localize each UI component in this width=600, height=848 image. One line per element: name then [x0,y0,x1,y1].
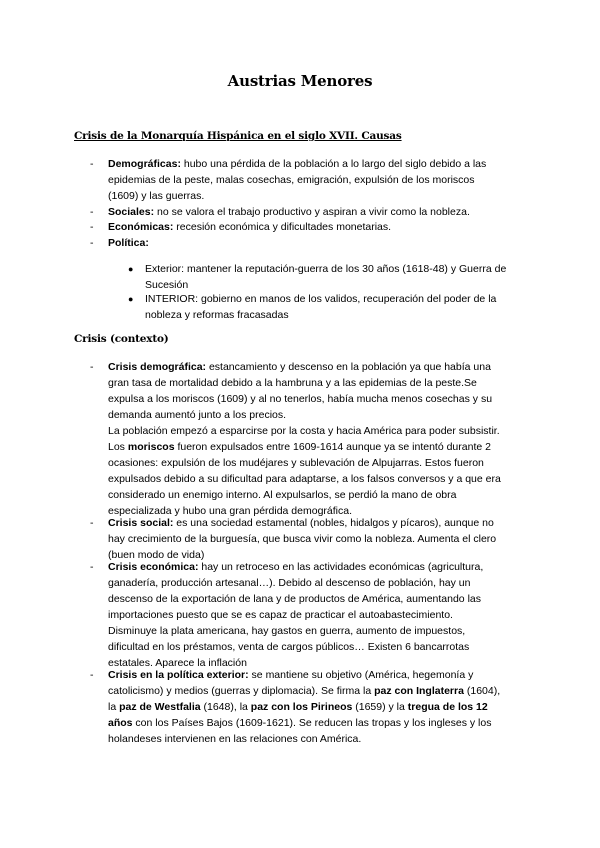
item-text: holandeses intervienen en las relaciones con América. [108,733,362,745]
list-dash: - [90,561,94,573]
item-text: expulsados debido a su dificultad para adaptarse, a los falsos conversos y a que era [108,473,501,485]
sublist-item-interior [145,291,533,323]
item-text: descenso de la exportación de lana y de productos de América, aumentando las [108,593,481,605]
item-text: catolicismo) y medios (guerras y diplomacia). Se firma la [108,685,375,697]
item-label: Crisis social: [108,517,174,529]
bold-term: paz con los Pirineos [250,701,353,713]
bold-term: tregua de los 12 [407,701,488,713]
item-text: fueron expulsados entre 1609-1614 aunque ya se intentó durante 2 [174,441,491,453]
item-text: nobleza y reformas fracasadas [145,309,289,321]
item-text: dificultad en los préstamos, venta de cargos públicos… Existen 6 bancarrotas [108,641,470,653]
list-item-politica [108,235,533,251]
item-text: (1609) y las guerras. [108,190,205,202]
item-label: Crisis demográfica: [108,361,207,373]
item-text: se mantiene su objetivo (América, hegemonía y [248,669,474,681]
list-dash: - [90,221,94,233]
list-item-crisis-exterior [108,667,533,747]
item-text: (buen modo de vida) [108,549,205,561]
list-item-economicas [108,219,533,235]
item-text: recesión económica y dificultades monetarias. [173,221,392,233]
list-dash: - [90,361,94,373]
item-text: estatales. Aparece la inflación [108,657,247,669]
item-text: Los [108,441,128,453]
item-text: importaciones puesto que se es capaz de practicar el autoabastecimiento. [108,609,453,621]
item-text: gran tasa de mortalidad debido a la hambruna y a las epidemias de la peste.Se [108,377,477,389]
item-text: INTERIOR: gobierno en manos de los validos, recuperación del poder de la [145,293,497,305]
item-text: ocasiones: expulsión de los mudéjares y sublevación de Alpujarras. Estos fueron [108,457,484,469]
item-label: Política: [108,237,149,249]
item-text: ganadería, producción artesanal…). Debido al descenso de población, hay un [108,577,471,589]
item-text: La población empezó a esparcirse por la costa y hacia América para poder subsistir. [108,425,500,437]
section-heading-causas: Crisis de la Monarquía Hispánica en el siglo XVII. Causas [74,130,402,142]
list-dash: - [90,517,94,529]
item-label: Crisis económica: [108,561,199,573]
bullet-dot: ● [128,264,134,274]
bold-term: paz de Westfalia [119,701,201,713]
list-dash: - [90,237,94,249]
list-item-crisis-social [108,515,533,563]
section-heading-contexto: Crisis (contexto) [74,333,169,345]
item-text: con los Países Bajos (1609-1621). Se reducen las tropas y los ingleses y los [132,717,492,729]
item-text: (1604), [463,685,501,697]
item-text: Disminuye la plata americana, hay gastos en guerra, aumento de impuestos, [108,625,466,637]
item-label: Económicas: [108,221,174,233]
bold-term: moriscos [127,441,175,453]
list-item-demograficas [108,156,533,204]
list-item-sociales [108,204,533,220]
list-dash: - [90,206,94,218]
item-text: Exterior: mantener la reputación-guerra de los 30 años (1618-48) y Guerra de [145,263,507,275]
item-text: Sucesión [145,279,189,291]
bold-term: paz con Inglaterra [374,685,464,697]
item-text: no se valora el trabajo productivo y aspiran a vivir como la nobleza. [154,206,470,218]
item-text: especializada y hubo una gran pérdida demográfica. [108,505,352,517]
item-text: demanda aumentó junto a los precios. [108,409,287,421]
item-text: hay crecimiento de la burguesía, que busca vivir como la nobleza. Aumenta el clero [108,533,497,545]
bold-term: años [108,717,133,729]
list-item-crisis-demografica [108,359,533,519]
bullet-dot: ● [128,294,134,304]
page-title: Austrias Menores [227,72,373,90]
item-text: expulsa a los moriscos (1609) y al no tenerlos, había mucha menos cosechas y su [108,393,493,405]
list-dash: - [90,669,94,681]
item-text: estancamiento y descenso en la población ya que había una [206,361,491,373]
item-text: (1659) y la [352,701,408,713]
list-dash: - [90,158,94,170]
item-text: hay un retroceso en las actividades económicas (agricultura, [198,561,484,573]
sublist-item-exterior [145,261,533,293]
item-label: Demográficas: [108,158,181,170]
item-label: Sociales: [108,206,155,218]
item-text: epidemias de la peste, malas cosechas, emigración, expulsión de los moriscos [108,174,475,186]
item-text: es una sociedad estamental (nobles, hidalgos y pícaros), aunque no [173,517,494,529]
item-text: considerado un enemigo interno. Al expulsarlos, se perdió la mano de obra [108,489,457,501]
item-text: hubo una pérdida de la población a lo largo del siglo debido a las [180,158,487,170]
list-item-crisis-economica [108,559,533,671]
item-label: Crisis en la política exterior: [108,669,249,681]
item-text: (1648), la [200,701,251,713]
item-text: la [108,701,120,713]
